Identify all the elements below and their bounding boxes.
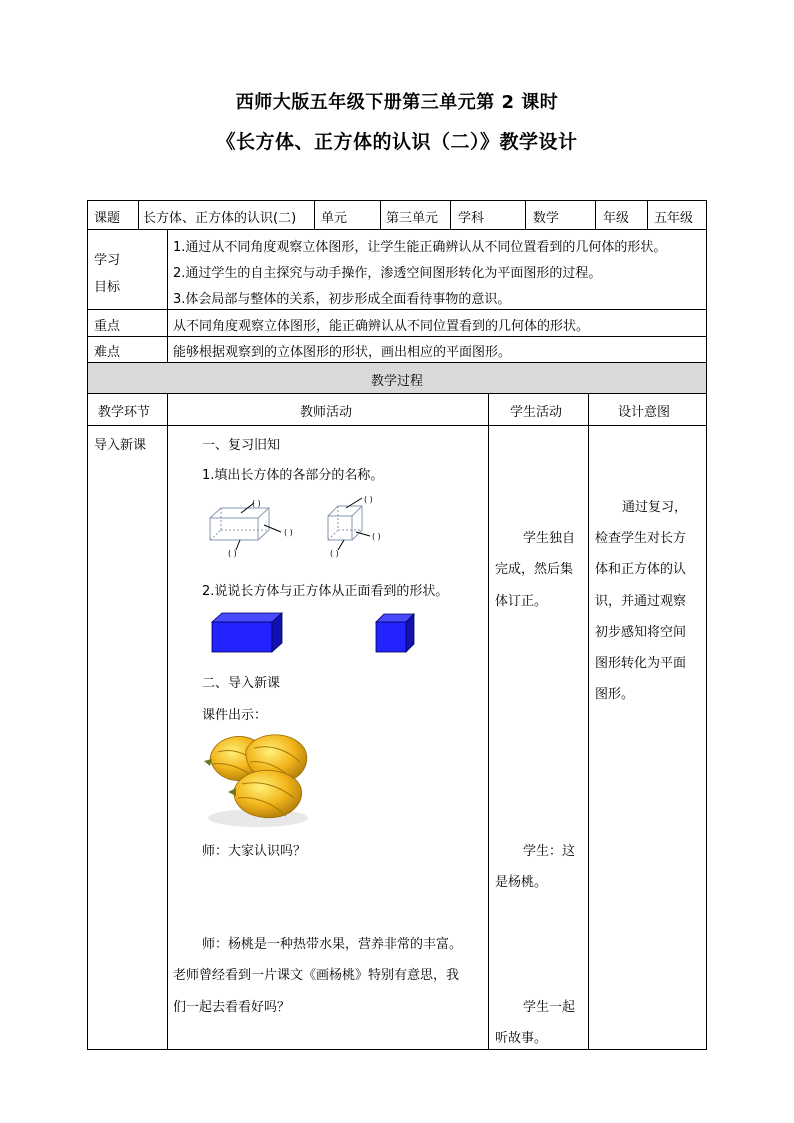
teacher-story-line-1: 师：杨桃是一种热带水果，营养非常的丰富。 [202, 937, 463, 952]
subject-label: 学科 [458, 211, 485, 226]
review-heading: 一、复习旧知 [202, 438, 281, 453]
starfruit-image [200, 728, 315, 830]
intent-line-7: 图形。 [595, 687, 635, 702]
objectives-label-2: 目标 [94, 280, 121, 295]
key-point-text: 从不同角度观察立体图形，能正确辨认从不同位置看到的几何体的形状。 [173, 319, 590, 334]
difficulty-text: 能够根据观察到的立体图形的形状，画出相应的平面图形。 [173, 345, 512, 360]
blank-bracket: ( ) [284, 528, 293, 537]
intent-line-4: 识，并通过观察 [595, 594, 687, 609]
student-activity-3-line-1: 学生一起 [523, 1000, 576, 1015]
student-activity-1-line-1: 学生独自 [523, 531, 576, 546]
teacher-story-line-2: 老师曾经看到一片课文《画杨桃》特别有意思，我 [173, 968, 460, 983]
courseware-label: 课件出示： [202, 708, 268, 723]
intro-heading: 二、导入新课 [202, 676, 281, 691]
teacher-ask: 师：大家认识吗？ [202, 844, 307, 859]
teacher-story-line-3: 们一起去看看好吗？ [173, 1000, 291, 1015]
subject-value: 数学 [533, 211, 560, 226]
cube-diagram [328, 498, 370, 550]
objectives-label-1: 学习 [94, 253, 121, 268]
cube-solid [376, 614, 414, 652]
cuboid-diagram [210, 503, 281, 550]
grade-label: 年级 [603, 211, 630, 226]
process-heading: 教学过程 [370, 374, 423, 389]
blank-bracket: ( ) [330, 549, 339, 558]
question-1: 1.填出长方体的各部分的名称。 [202, 468, 384, 483]
blank-bracket: ( ) [372, 532, 381, 541]
objective-item-3: 3.体会局部与整体的关系，初步形成全面看待事物的意识。 [173, 292, 511, 307]
col-teacher-header: 教师活动 [300, 405, 353, 420]
unit-label: 单元 [321, 211, 348, 226]
col-stage-header: 教学环节 [98, 405, 151, 420]
objective-item-1: 1.通过从不同角度观察立体图形，让学生能正确辨认从不同位置看到的几何体的形状。 [173, 240, 667, 255]
intent-line-3: 体和正方体的认 [595, 562, 687, 577]
blank-bracket: ( ) [364, 495, 373, 504]
document-title: 西师大版五年级下册第三单元第 2 课时 [235, 92, 559, 113]
intent-line-5: 初步感知将空间 [595, 625, 687, 640]
question-2: 2.说说长方体与正方体从正面看到的形状。 [202, 584, 449, 599]
student-activity-2-line-2: 是杨桃。 [495, 875, 548, 890]
solid-blocks-image [206, 610, 426, 660]
student-activity-1-line-2: 完成，然后集 [495, 562, 574, 577]
student-activity-2-line-1: 学生：这 [523, 844, 576, 859]
intent-line-2: 检查学生对长方 [595, 531, 687, 546]
unit-value: 第三单元 [386, 211, 439, 226]
blank-bracket: ( ) [252, 499, 261, 508]
document-subtitle: 《长方体、正方体的认识（二）》教学设计 [216, 131, 578, 153]
col-student-header: 学生活动 [510, 405, 563, 420]
student-activity-1-line-3: 体订正。 [495, 594, 548, 609]
intent-line-1: 通过复习， [622, 500, 688, 515]
key-point-label: 重点 [94, 319, 121, 334]
col-intent-header: 设计意图 [618, 405, 671, 420]
stage-name: 导入新课 [94, 438, 147, 453]
intent-line-6: 图形转化为平面 [595, 656, 687, 671]
difficulty-label: 难点 [94, 345, 121, 360]
grade-value: 五年级 [654, 211, 694, 226]
objective-item-2: 2.通过学生的自主探究与动手操作，渗透空间图形转化为平面图形的过程。 [173, 266, 602, 281]
cuboid-solid [212, 613, 282, 652]
topic-label: 课题 [94, 211, 121, 226]
blank-bracket: ( ) [228, 549, 237, 558]
topic-value: 长方体、正方体的认识(二) [143, 211, 297, 226]
student-activity-3-line-2: 听故事。 [495, 1031, 548, 1046]
